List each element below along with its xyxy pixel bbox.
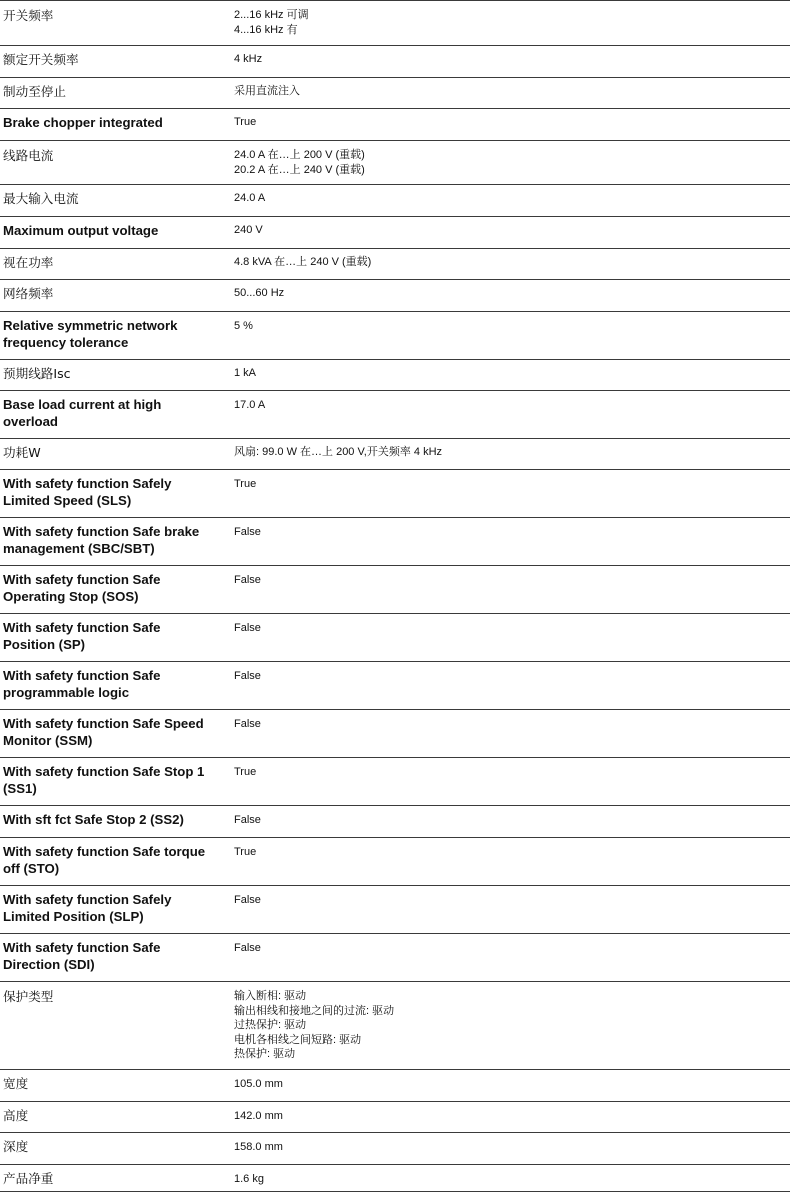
- spec-value: False: [234, 894, 261, 906]
- spec-label: 视在功率: [3, 255, 54, 270]
- spec-row: [0, 469, 790, 517]
- spec-value: 17.0 A: [234, 399, 266, 411]
- spec-label: 功耗W: [3, 445, 41, 460]
- spec-row: [0, 805, 790, 837]
- spec-label: Base load current at high overload: [3, 397, 162, 429]
- spec-row: [0, 757, 790, 805]
- spec-label: Relative symmetric network frequency tolerance: [3, 318, 178, 350]
- spec-value: False: [234, 526, 261, 538]
- spec-value: False: [234, 718, 261, 730]
- spec-label: 保护类型: [3, 989, 54, 1004]
- spec-label: With safety function Safe programmable logic: [3, 668, 161, 700]
- spec-row: [0, 613, 790, 661]
- spec-row: [0, 390, 790, 438]
- spec-value: True: [234, 846, 257, 858]
- spec-label: With safety function Safe Operating Stop (SOS): [3, 572, 161, 604]
- spec-row: [0, 885, 790, 933]
- spec-row: [0, 517, 790, 565]
- spec-value: False: [234, 622, 261, 634]
- spec-value: False: [234, 814, 261, 826]
- spec-label: 网络频率: [3, 286, 54, 301]
- spec-value: 5 %: [234, 320, 253, 332]
- spec-row: [0, 108, 790, 140]
- spec-row: [0, 311, 790, 359]
- spec-label: 高度: [3, 1108, 29, 1123]
- spec-label: 深度: [3, 1139, 29, 1154]
- spec-row: [0, 438, 790, 469]
- spec-value: 4 kHz: [234, 53, 263, 65]
- spec-row: [0, 279, 790, 311]
- spec-label: With safety function Safely Limited Position (SLP): [3, 892, 172, 924]
- spec-label: With safety function Safe Speed Monitor (SSM): [3, 716, 204, 748]
- spec-value: 24.0 A: [234, 192, 266, 204]
- spec-label: With sft fct Safe Stop 2 (SS2): [3, 812, 184, 827]
- spec-value: 240 V: [234, 224, 263, 236]
- spec-value: False: [234, 670, 261, 682]
- spec-label: With safety function Safely Limited Speed (SLS): [3, 476, 172, 508]
- spec-label: 产品净重: [3, 1171, 54, 1186]
- spec-row: [0, 1132, 790, 1164]
- spec-value: True: [234, 478, 257, 490]
- spec-value: False: [234, 942, 261, 954]
- spec-value: 4.8 kVA 在…上 240 V (重载): [234, 256, 372, 268]
- spec-value: 2...16 kHz 可调 4...16 kHz 有: [234, 9, 309, 36]
- spec-value: 105.0 mm: [234, 1078, 283, 1090]
- spec-row: [0, 184, 790, 216]
- spec-value: 1.6 kg: [234, 1173, 264, 1185]
- spec-label: With safety function Safe Direction (SDI): [3, 940, 161, 972]
- spec-value: 142.0 mm: [234, 1110, 283, 1122]
- spec-label: 宽度: [3, 1076, 29, 1091]
- spec-value: 24.0 A 在…上 200 V (重载) 20.2 A 在…上 240 V (重载): [234, 149, 365, 176]
- spec-label: 预期线路Isc: [3, 366, 71, 381]
- spec-label: Maximum output voltage: [3, 223, 159, 238]
- spec-row: [0, 1069, 790, 1101]
- spec-value: 50...60 Hz: [234, 287, 285, 299]
- spec-label: 制动至停止: [3, 84, 66, 99]
- spec-label: 额定开关频率: [3, 52, 79, 67]
- spec-value: False: [234, 574, 261, 586]
- spec-label: 线路电流: [3, 148, 54, 163]
- spec-row: [0, 661, 790, 709]
- spec-value: 158.0 mm: [234, 1141, 283, 1153]
- spec-row: [0, 1101, 790, 1132]
- spec-label: With safety function Safe brake management (SBC/SBT): [3, 524, 200, 556]
- spec-row: [0, 933, 790, 981]
- spec-row: [0, 45, 790, 77]
- spec-label: 最大输入电流: [3, 191, 79, 206]
- spec-row: [0, 1164, 790, 1192]
- spec-row: [0, 709, 790, 757]
- spec-row: [0, 837, 790, 885]
- spec-label: With safety function Safe torque off (STO): [3, 844, 206, 876]
- spec-value: True: [234, 766, 257, 778]
- spec-row: [0, 216, 790, 248]
- spec-row: [0, 248, 790, 279]
- spec-row: [0, 359, 790, 390]
- spec-row: [0, 981, 790, 1069]
- spec-row: [0, 77, 790, 108]
- spec-label: With safety function Safe Stop 1 (SS1): [3, 764, 205, 796]
- spec-value: 输入断相: 驱动 输出相线和接地之间的过流: 驱动 过热保护: 驱动 电机各相线之间短路: 驱动 热保护: 驱动: [234, 990, 395, 1061]
- spec-label: 开关频率: [3, 8, 54, 23]
- spec-value: 风扇: 99.0 W 在…上 200 V,开关频率 4 kHz: [234, 446, 443, 458]
- spec-label: With safety function Safe Position (SP): [3, 620, 161, 652]
- spec-row: [0, 565, 790, 613]
- spec-value: 采用直流注入: [234, 85, 300, 97]
- spec-value: True: [234, 116, 257, 128]
- spec-value: 1 kA: [234, 367, 257, 379]
- spec-label: Brake chopper integrated: [3, 115, 163, 130]
- spec-row: [0, 0, 790, 45]
- spec-row: [0, 140, 790, 184]
